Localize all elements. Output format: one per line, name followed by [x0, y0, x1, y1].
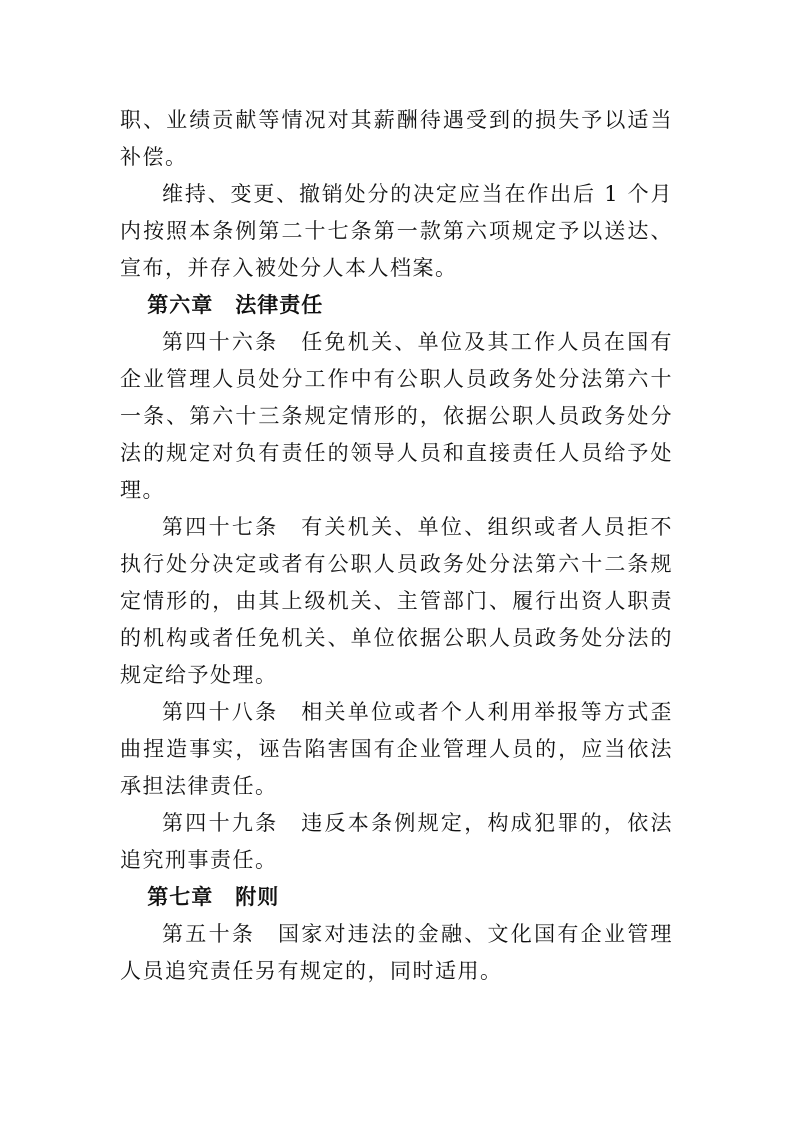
chapter-title: 法律责任 — [235, 293, 324, 317]
article-number: 第四十八条 — [162, 700, 279, 724]
article-number: 第五十条 — [162, 922, 256, 946]
article-49 — [120, 805, 673, 879]
article-text: 任免机关、单位及其工作人员在国有企业管理人员处分工作中有公职人员政务处分法第六十一条、第六十三条规定情形的，依据公职人员政务处分法的规定对负有责任的领导人员和直接责任人员给予处理。 — [120, 330, 674, 502]
article-48 — [120, 694, 673, 805]
article-47 — [120, 509, 673, 694]
article-46 — [120, 324, 673, 509]
paragraph-decision-delivery: 维持、变更、撤销处分的决定应当在作出后 1 个月内按照本条例第二十七条第一款第六项规定予以送达、宣布，并存入被处分人本人档案。 — [120, 182, 673, 280]
chapter-heading-6 — [120, 287, 673, 324]
article-number: 第四十九条 — [162, 811, 279, 835]
article-number: 第四十七条 — [162, 515, 279, 539]
article-text: 有关机关、单位、组织或者人员拒不执行处分决定或者有公职人员政务处分法第六十二条规定情形的，由其上级机关、主管部门、履行出资人职责的机构或者任免机关、单位依据公职人员政务处分法的规定给予处理。 — [120, 515, 674, 687]
paragraph-continued: 职、业绩贡献等情况对其薪酬待遇受到的损失予以适当补偿。 — [120, 108, 673, 169]
chapter-number: 第七章 — [147, 885, 214, 909]
chapter-number: 第六章 — [147, 293, 214, 317]
article-number: 第四十六条 — [162, 330, 279, 354]
article-text: 相关单位或者个人利用举报等方式歪曲捏造事实，诬告陷害国有企业管理人员的，应当依法承担法律责任。 — [120, 700, 674, 798]
article-text: 违反本条例规定，构成犯罪的，依法追究刑事责任。 — [120, 811, 674, 872]
article-50 — [120, 916, 673, 990]
chapter-heading-7 — [120, 879, 673, 916]
chapter-title: 附则 — [235, 885, 280, 909]
article-text: 国家对违法的金融、文化国有企业管理人员追究责任另有规定的，同时适用。 — [120, 922, 674, 983]
